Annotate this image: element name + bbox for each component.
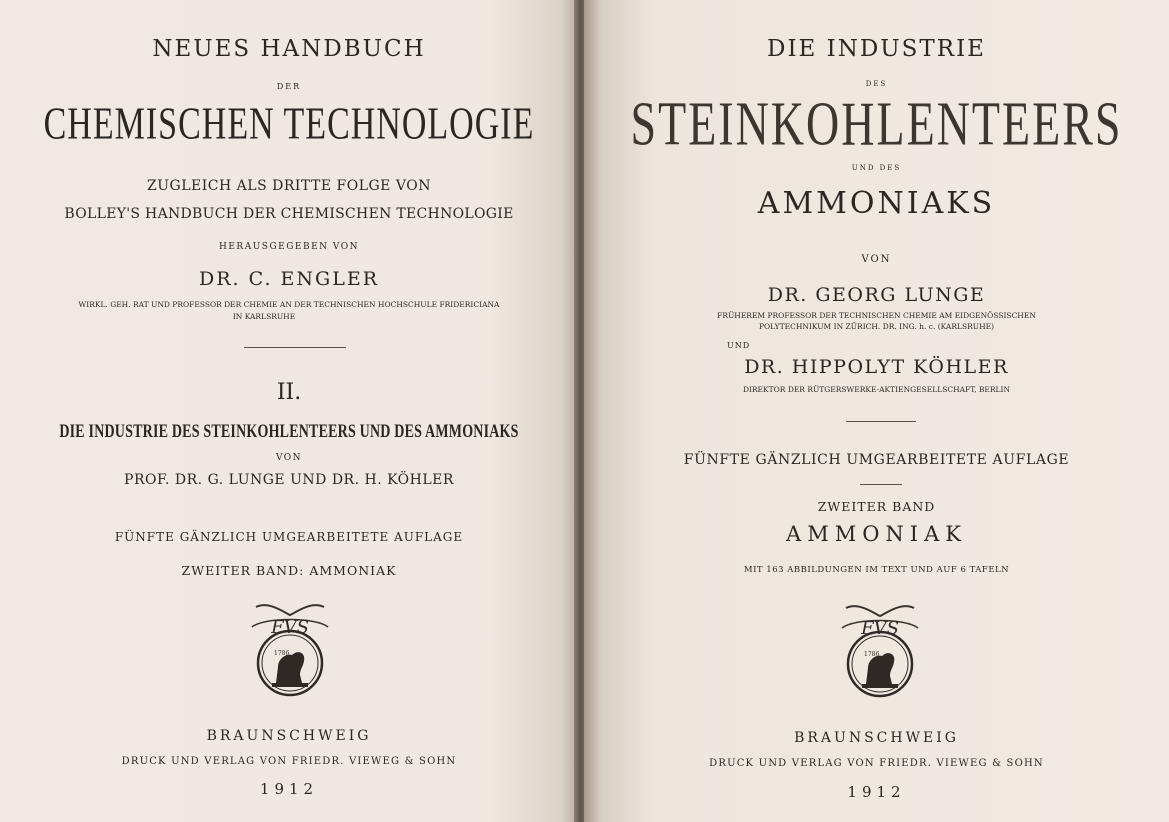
publisher: DRUCK UND VERLAG VON FRIEDR. VIEWEG & SOHN	[709, 758, 1044, 769]
publisher-logo	[248, 603, 332, 699]
volume-numeral: II.	[276, 380, 302, 405]
edition-label: FÜNFTE GÄNZLICH UMGEARBEITETE AUFLAGE	[114, 530, 464, 544]
publisher-logo	[838, 604, 922, 700]
city: BRAUNSCHWEIG	[206, 728, 372, 744]
title-line-2: STEINKOHLENTEERS	[630, 89, 1123, 158]
logo-letters: FVS	[861, 618, 899, 639]
left-page	[0, 0, 578, 822]
author-1: DR. GEORG LUNGE	[767, 284, 986, 306]
city: BRAUNSCHWEIG	[794, 730, 959, 746]
title-line-1: DIE INDUSTRIE	[767, 36, 986, 62]
volume-title: DIE INDUSTRIE DES STEINKOHLENTEERS UND DES AMMONIAKS	[59, 422, 519, 443]
von-label: VON	[861, 254, 892, 265]
logo-letters: FVS	[271, 617, 309, 638]
der-label: DER	[276, 82, 302, 91]
main-title: CHEMISCHEN TECHNOLOGIE	[43, 99, 535, 150]
edition-label: FÜNFTE GÄNZLICH UMGEARBEITETE AUFLAGE	[683, 452, 1070, 468]
logo-year: 1786	[864, 651, 880, 658]
publisher: DRUCK UND VERLAG VON FRIEDR. VIEWEG & SOHN	[121, 756, 457, 767]
illustrations-note: MIT 163 ABBILDUNGEN IM TEXT UND AUF 6 TAFELN	[743, 565, 1010, 575]
subtitle-line-2: BOLLEY'S HANDBUCH DER CHEMISCHEN TECHNOLOGIE	[64, 206, 514, 222]
logo-year: 1786	[274, 650, 290, 657]
subtitle-line-1: ZUGLEICH ALS DRITTE FOLGE VON	[147, 178, 431, 194]
editor-description-2: IN KARLSRUHE	[232, 312, 296, 321]
und-label: UND	[727, 341, 751, 350]
band-label: ZWEITER BAND: AMMONIAK	[181, 563, 397, 578]
year: 1912	[847, 783, 906, 801]
divider-rule	[846, 421, 916, 422]
des-label: DES	[865, 80, 888, 88]
right-page	[584, 0, 1169, 822]
von-label: VON	[275, 453, 303, 463]
divider-rule	[244, 347, 346, 348]
authors: PROF. DR. G. LUNGE UND DR. H. KÖHLER	[124, 472, 454, 488]
author-2: DR. HIPPOLYT KÖHLER	[744, 356, 1009, 378]
band-label: ZWEITER BAND	[817, 499, 936, 514]
title-line-3: AMMONIAKS	[757, 186, 996, 221]
band-title: AMMONIAK	[786, 522, 967, 546]
author-2-description: DIREKTOR DER RÜTGERSWERKE-AKTIENGESELLSCHAFT, BERLIN	[742, 385, 1011, 394]
herausgegeben-label: HERAUSGEGEBEN VON	[219, 242, 359, 252]
und-des-label: UND DES	[851, 164, 902, 172]
author-1-description-2: POLYTECHNIKUM IN ZÜRICH. DR. ING. h. c. (KARLSRUHE)	[758, 322, 995, 331]
year: 1912	[259, 780, 319, 798]
editor-name: DR. C. ENGLER	[198, 268, 380, 290]
series-title: NEUES HANDBUCH	[152, 36, 426, 62]
divider-rule-short	[860, 484, 902, 485]
editor-description-1: WIRKL. GEH. RAT UND PROFESSOR DER CHEMIE AN DER TECHNISCHEN HOCHSCHULE FRIDERICIANA	[78, 300, 500, 309]
author-1-description-1: FRÜHEREM PROFESSOR DER TECHNISCHEN CHEMIE AM EIDGENÖSSISCHEN	[717, 311, 1036, 320]
